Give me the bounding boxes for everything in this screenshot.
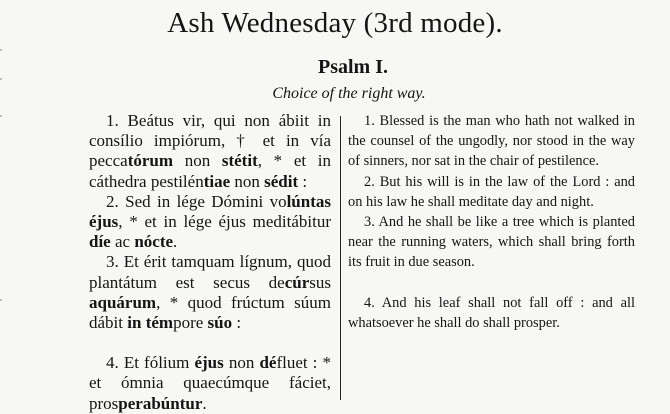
latin-accent-text: stétit	[221, 151, 258, 171]
latin-text: , * et in cáthedra pestilén	[89, 151, 331, 191]
latin-verse-2	[89, 192, 331, 253]
column-divider	[340, 116, 341, 400]
psalm-heading: Psalm I.	[318, 56, 388, 78]
page-title: Ash Wednesday (3rd mode).	[167, 7, 503, 39]
latin-accent-text: in	[127, 313, 142, 333]
latin-text: non	[223, 353, 260, 373]
latin-verse-3	[89, 252, 331, 333]
latin-text: .	[173, 232, 178, 252]
latin-accent-text: sédit	[264, 171, 299, 191]
latin-accent-text: súo	[207, 313, 233, 333]
latin-accent-text: tur	[179, 393, 203, 413]
latin-text: 2. Sed in lége Dómini vo	[106, 191, 287, 211]
latin-text: , * quod frúctum súum dábit	[89, 292, 331, 333]
latin-text: ac	[110, 232, 135, 252]
latin-accent-text: nócte	[134, 232, 174, 252]
latin-text: pore	[173, 313, 208, 333]
latin-text: .	[202, 393, 207, 413]
latin-accent-text: tiae	[203, 171, 231, 191]
latin-verse-4	[89, 353, 331, 414]
psalm-subtitle: Choice of the right way.	[272, 85, 426, 102]
latin-accent-text: dé	[259, 353, 277, 373]
latin-accent-text: éjus	[89, 212, 119, 232]
latin-text: non	[173, 151, 222, 171]
english-column	[348, 111, 635, 333]
latin-text: 3. Et érit tamquam lígnum, quod plantátum est secus de	[89, 252, 331, 292]
latin-column	[89, 111, 331, 414]
edge-mark	[0, 115, 2, 117]
latin-accent-text: díe	[89, 232, 111, 252]
latin-accent-text: éjus	[194, 353, 224, 373]
edge-mark	[0, 299, 2, 301]
latin-accent-text: tém	[145, 313, 174, 333]
latin-text: non	[230, 171, 265, 191]
latin-accent-text: bún	[151, 393, 180, 413]
latin-text: 4. Et fólium	[106, 353, 195, 373]
latin-verse-1	[89, 111, 331, 192]
latin-text: sus	[309, 272, 331, 292]
latin-text: :	[232, 313, 242, 333]
latin-accent-text: tórum	[127, 151, 174, 171]
latin-accent-text: pera	[118, 393, 152, 413]
english-verse-4: 4. And his leaf shall not fall off : and all whatsoever he shall do shall prosper.	[348, 294, 635, 331]
latin-accent-text: lúntas	[286, 191, 331, 211]
english-verse-3: 3. And he shall be like a tree which is planted near the running waters, which shall bring forth its fruit in due season.	[348, 214, 635, 271]
edge-mark	[0, 49, 2, 51]
latin-accent-text: cúr	[284, 272, 310, 292]
latin-text: , * et in lége éjus meditábitur	[118, 212, 331, 232]
latin-text: fluet : * et ómnia quaecúmque fáciet, pros	[89, 353, 331, 413]
latin-text: 1. Beátus vir, qui non ábiit in consílio impiórum, † et in vía pecca	[89, 111, 331, 171]
latin-accent-text: aquárum	[89, 292, 157, 312]
latin-text: :	[298, 171, 308, 191]
english-verse-1: 1. Blessed is the man who hath not walked in the counsel of the ungodly, nor stood in the way of sinners, nor sat in the chair of pestilence.	[348, 113, 635, 170]
english-verse-2: 2. But his will is in the law of the Lord : and on his law he shall meditate day and night.	[348, 173, 635, 210]
